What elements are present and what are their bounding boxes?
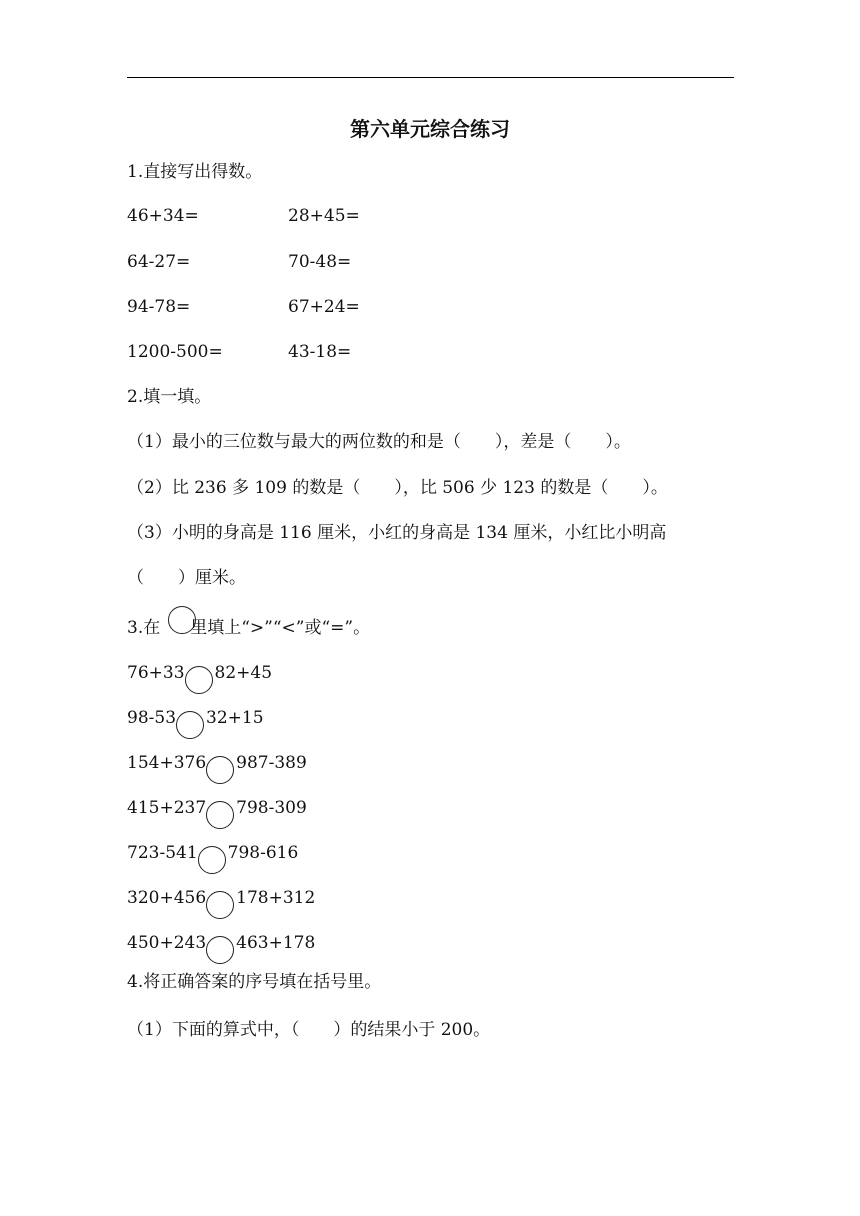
comparison-row — [127, 887, 315, 909]
q1-heading: 1.直接写出得数。 — [127, 162, 263, 182]
q4-item-1: （1）下面的算式中，（ ）的结果小于 200。 — [127, 1020, 491, 1040]
top-rule — [127, 77, 734, 78]
compare-circle-icon — [176, 711, 204, 739]
q1-expression: 46+34= — [127, 206, 199, 226]
left-expression: 154+376 — [127, 753, 207, 773]
left-expression: 98-53 — [127, 708, 177, 728]
q1-expression: 1200-500= — [127, 342, 223, 362]
right-expression: 32+15 — [206, 708, 264, 728]
compare-circle-icon — [185, 666, 213, 694]
comparison-row — [127, 752, 307, 774]
compare-circle-icon — [206, 756, 234, 784]
q4-heading: 4.将正确答案的序号填在括号里。 — [127, 972, 382, 992]
right-expression: 82+45 — [214, 663, 273, 683]
q2-item-3: （3）小明的身高是 116 厘米，小红的身高是 134 厘米，小红比小明高 — [127, 523, 667, 543]
compare-circle-icon — [206, 801, 234, 829]
q3-heading — [127, 617, 370, 639]
q3-heading-post: 里填上“>”“<”或“=”。 — [190, 618, 371, 638]
comparison-row — [127, 662, 272, 684]
q1-expression: 67+24= — [288, 297, 360, 317]
compare-circle-icon — [206, 891, 234, 919]
right-expression: 178+312 — [236, 888, 316, 908]
page-title: 第六单元综合练习 — [350, 117, 510, 141]
right-expression: 798-616 — [227, 843, 299, 863]
q1-expression: 43-18= — [288, 342, 352, 362]
comparison-row — [127, 932, 315, 954]
compare-circle-icon — [168, 606, 196, 634]
left-expression: 450+243 — [127, 933, 207, 953]
compare-circle-icon — [206, 936, 234, 964]
right-expression: 798-309 — [236, 798, 307, 818]
left-expression: 76+33 — [127, 663, 185, 683]
comparison-row — [127, 842, 298, 864]
q2-item-3-cont: （ ）厘米。 — [127, 568, 246, 588]
left-expression: 320+456 — [127, 888, 207, 908]
comparison-row — [127, 797, 307, 819]
compare-circle-icon — [198, 846, 226, 874]
q1-expression: 28+45= — [288, 206, 360, 226]
right-expression: 987-389 — [236, 753, 307, 773]
q2-item-1: （1）最小的三位数与最大的两位数的和是（ ），差是（ ）。 — [127, 432, 631, 452]
right-expression: 463+178 — [236, 933, 316, 953]
q2-item-2: （2）比 236 多 109 的数是（ ），比 506 少 123 的数是（ ）。 — [127, 478, 668, 498]
q1-expression: 94-78= — [127, 297, 191, 317]
q1-expression: 64-27= — [127, 252, 191, 272]
q2-heading: 2.填一填。 — [127, 387, 212, 407]
left-expression: 723-541 — [127, 843, 198, 863]
q3-heading-pre: 3.在 — [127, 618, 161, 638]
left-expression: 415+237 — [127, 798, 207, 818]
q1-expression: 70-48= — [288, 252, 352, 272]
comparison-row — [127, 707, 264, 729]
